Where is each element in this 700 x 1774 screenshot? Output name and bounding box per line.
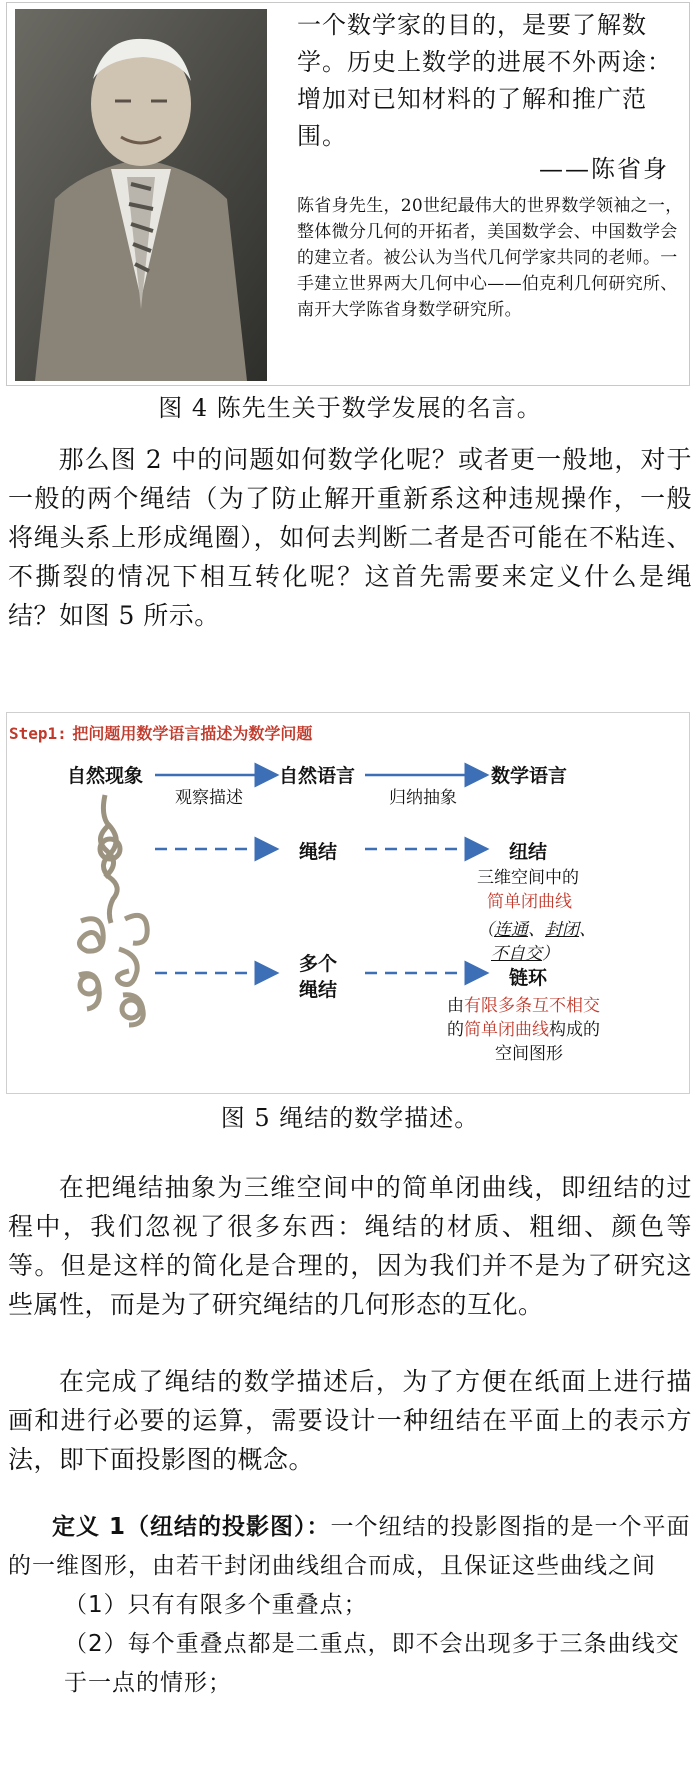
knot-prop-connected: 连通 [494,920,528,940]
definition-item-2: （2）每个重叠点都是二重点，即不会出现多于三条曲线交于一点的情形； [64,1631,680,1696]
label-rope-knots: 绳结 [299,979,338,1001]
link-desc-1 [447,991,600,1016]
label-knot: 纽结 [509,841,548,863]
figure-5 [6,712,690,1094]
step-text: 把问题用数学语言描述为数学问题 [72,724,313,743]
knot-props-open: （ [477,920,494,940]
header-natural-phenomenon: 自然现象 [67,765,144,787]
paragraph-3-text: 在完成了绳结的数学描述后，为了方便在纸面上进行描画和进行必要的运算，需要设计一种纽结在平面上的表示方法，即下面投影图的概念。 [8,1367,692,1474]
knot-properties-2 [491,939,559,964]
definition-intro [8,1508,692,1586]
knot-props-sep-1: 、 [528,920,545,940]
knot-desc-2: 简单闭曲线 [487,892,572,912]
knot-props-sep-2: 、 [579,920,596,940]
paragraph-2-text: 在把绳结抽象为三维空间中的简单闭曲线，即纽结的过程中，我们忽视了很多东西：绳结的材质、粗细、颜色等等。但是这样的简化是合理的，因为我们并不是为了研究这些属性，而是为了研究绳结的几何形态的互化。 [8,1173,692,1319]
label-rope-knot: 绳结 [299,841,338,863]
knot-desc-1: 三维空间中的 [477,868,579,888]
step-label: Step1: [9,724,67,743]
link-desc-c: 互不相交 [532,996,600,1016]
figure-4-caption: 图 4 陈先生关于数学发展的名言。 [158,394,542,422]
portrait-photo [15,9,267,381]
definition-title: 定义 1（纽结的投影图）： [52,1514,331,1540]
header-math-language: 数学语言 [491,765,568,787]
definition-item-1: （1）只有有限多个重叠点； [64,1592,368,1618]
paragraph-1-text: 那么图 2 中的问题如何数学化呢？或者更一般地，对于一般的两个绳结（为了防止解开重新系这种违规操作，一般将绳头系上形成绳圈），如何去判断二者是否可能在不粘连、不撕裂的情况下相互转化呢？这首先需要来定义什么是绳结？如图 5 所示。 [8,445,692,630]
link-desc-3: 空间图形 [495,1044,563,1064]
paragraph-2 [8,1168,692,1324]
knot-props-close: ） [542,944,559,964]
figure-5-caption: 图 5 绳结的数学描述。 [220,1104,480,1132]
link-desc-d: 的 [447,1020,464,1040]
rope-knot-illustration [100,795,120,923]
knot-prop-non-self-intersecting: 不自交 [491,944,542,964]
label-link: 链环 [509,967,548,989]
label-observe-describe: 观察描述 [175,788,243,808]
label-induce-abstract: 归纳抽象 [389,788,457,808]
biography-text: 陈省身先生，20世纪最伟大的世界数学领袖之一，整体微分几何的开拓者，美国数学会、中国数学会的建立者。被公认为当代几何学家共同的老师。一手建立世界两大几何中心——伯克利几何研究所、南开大学陈省身数学研究所。 [297,196,683,320]
knot-properties [477,915,596,940]
header-natural-language: 自然语言 [279,765,356,787]
link-desc-b: 有限多条 [464,996,532,1016]
link-desc-a: 由 [447,996,464,1016]
paragraph-3 [8,1362,692,1479]
link-desc-e: 简单闭曲线 [464,1020,549,1040]
paragraph-1 [8,440,692,635]
knot-prop-closed: 封闭 [545,920,579,940]
quote-text: 一个数学家的目的，是要了解数学。历史上数学的进展不外两途：增加对已知材料的了解和推广范围。 [297,11,672,150]
multiple-rope-knots-illustration [79,915,147,1025]
link-desc-2 [447,1015,600,1040]
definition-body: 一个纽结的投影图指的是一个平面的一维图形，由若干封闭曲线组合而成，且保证这些曲线之间 [8,1514,691,1579]
label-multiple: 多个 [299,953,338,975]
figure-4 [6,2,690,386]
quote-author: ——陈省身 [539,155,669,183]
link-desc-f: 构成的 [549,1020,600,1040]
definition-block [8,1508,692,1703]
